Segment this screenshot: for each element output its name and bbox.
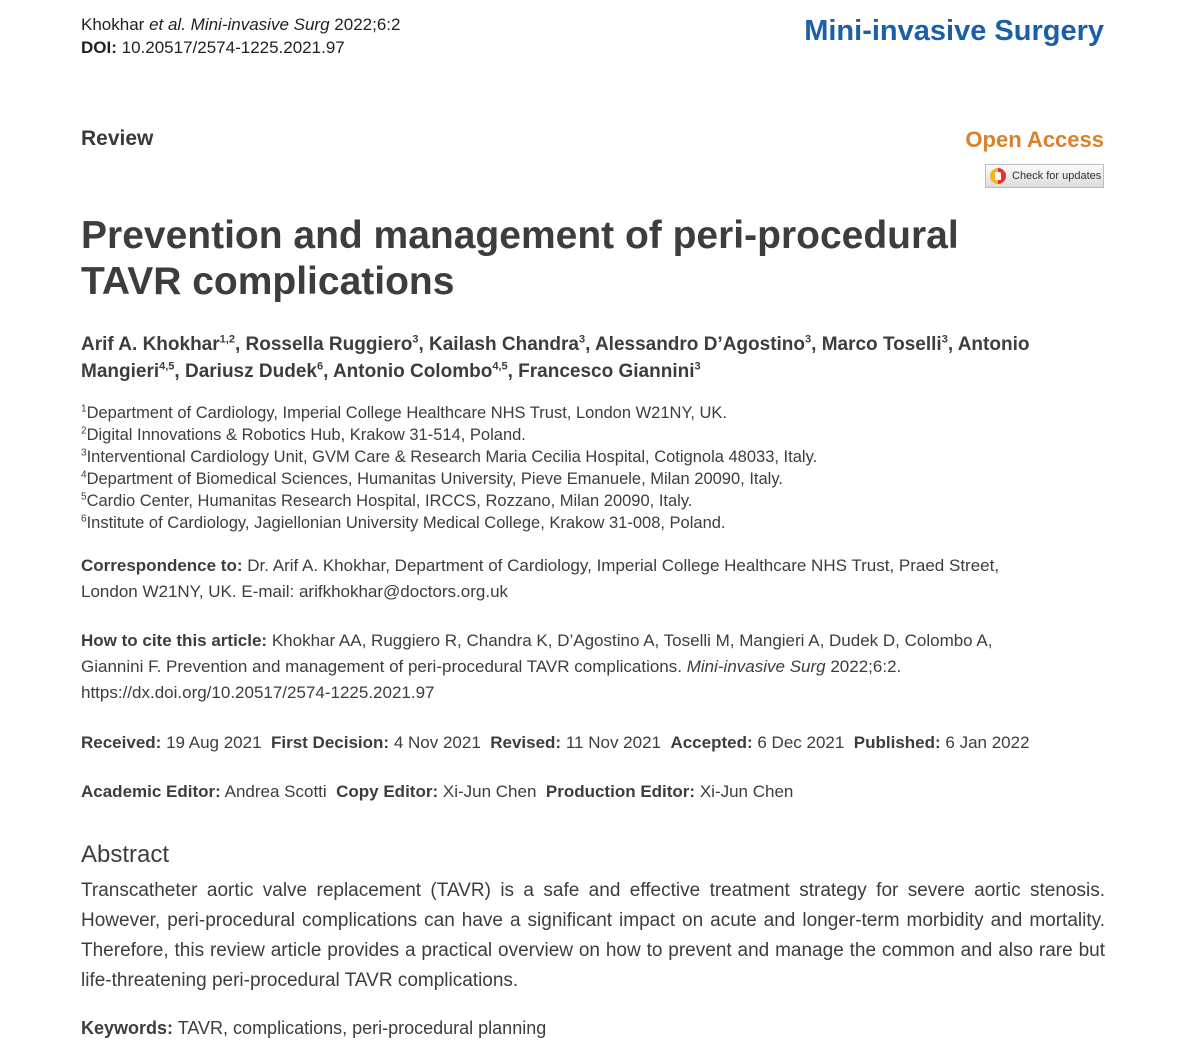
affiliation-text: Institute of Cardiology, Jagiellonian University Medical College, Krakow 31-008, Poland. [86, 514, 726, 532]
title-line: TAVR complications [81, 260, 455, 303]
article-type: Review [81, 127, 154, 150]
cite-volume: 2022;6:2. [830, 657, 902, 676]
editor-label: Academic Editor: [81, 782, 221, 801]
header-journal: Mini-invasive Surg [190, 15, 330, 34]
cite-journal: Mini-invasive Surg [686, 657, 826, 676]
author-name[interactable]: Kailash Chandra [429, 334, 579, 355]
editor-label: Production Editor: [545, 782, 696, 801]
journal-title[interactable]: Mini-invasive Surgery [804, 15, 1104, 47]
crossmark-icon [990, 168, 1006, 184]
author-name[interactable]: Arif A. Khokhar [81, 334, 220, 355]
editor-name: Xi-Jun Chen [699, 782, 794, 801]
check-for-updates-button[interactable] [985, 164, 1104, 188]
correspondence [81, 553, 1111, 605]
keywords-label: Keywords: [81, 1018, 174, 1038]
affiliation-text: Department of Biomedical Sciences, Humanitas University, Pieve Emanuele, Milan 20090, Italy. [86, 470, 783, 488]
affiliation-list [81, 402, 817, 534]
affiliation-text: Digital Innovations & Robotics Hub, Krakow 31-514, Poland. [86, 426, 526, 444]
cite-text: Khokhar AA, Ruggiero R, Chandra K, D’Agostino A, Toselli M, Mangieri A, Dudek D, Colombo A, [271, 631, 993, 650]
affiliation-item [81, 402, 817, 424]
affiliation-text: Interventional Cardiology Unit, GVM Care & Research Maria Cecilia Hospital, Cotignola 48033, Italy. [86, 448, 818, 466]
author-name[interactable]: Marco Toselli [821, 334, 942, 355]
date-value: 6 Dec 2021 [757, 733, 845, 752]
keywords-text: TAVR, complications, peri-procedural planning [177, 1018, 547, 1038]
author-affiliation-sup: 6 [316, 360, 324, 373]
author-affiliation-sup: 3 [941, 333, 948, 346]
correspondence-label: Correspondence to: [81, 556, 243, 575]
editor-list [81, 779, 1111, 805]
affiliation-text: Department of Cardiology, Imperial College Healthcare NHS Trust, London W21NY, UK. [86, 404, 728, 422]
editor-name: Andrea Scotti [224, 782, 327, 801]
author-affiliation-sup: 1,2 [219, 333, 235, 346]
author-name[interactable]: Dariusz Dudek [184, 361, 317, 382]
author-affiliation-sup: 3 [805, 333, 812, 346]
editor-label: Copy Editor: [336, 782, 439, 801]
date-label: Published: [853, 733, 941, 752]
affiliation-item [81, 512, 817, 534]
header-et-al: et al. [149, 15, 186, 34]
check-for-updates-label: Check for updates [1012, 170, 1102, 182]
affiliation-item [81, 446, 817, 468]
title-line: Prevention and management of peri-procedural [81, 214, 959, 257]
editor-name: Xi-Jun Chen [442, 782, 537, 801]
header-citation [81, 14, 400, 35]
author-name[interactable]: Antonio Colombo [332, 361, 493, 382]
abstract-text: Transcatheter aortic valve replacement (TAVR) is a safe and effective treatment strategy for severe aortic stenosis. However, peri-procedural complications can have a significant impact on acute and longer-term morbidity and mortality. Therefore, this review article provides a practical overview on how to prevent and manage the common and also rare but life-threatening peri-procedural TAVR complications. [81, 880, 1105, 991]
author-affiliation-sup: 3 [412, 333, 419, 346]
author-affiliation-sup: 3 [694, 360, 701, 373]
affiliation-sup: 2 [81, 425, 87, 437]
date-label: Revised: [490, 733, 562, 752]
affiliation-text: Cardio Center, Humanitas Research Hospital, IRCCS, Rozzano, Milan 20090, Italy. [86, 492, 693, 510]
author-name[interactable]: Alessandro D’Agostino [594, 334, 806, 355]
how-to-cite [81, 628, 1111, 706]
correspondence-text: Dr. Arif A. Khokhar, Department of Cardiology, Imperial College Healthcare NHS Trust, Praed Street, [247, 556, 1000, 575]
abstract-heading: Abstract [81, 841, 170, 868]
author-name[interactable]: Antonio Mangieri [81, 334, 1030, 382]
correspondence-text: London W21NY, UK. E-mail: arifkhokhar@doctors.org.uk [81, 582, 509, 601]
doi-value[interactable]: 10.20517/2574-1225.2021.97 [121, 38, 345, 57]
cite-url-link[interactable]: https://dx.doi.org/10.20517/2574-1225.2021.97 [81, 683, 435, 702]
affiliation-item [81, 468, 817, 490]
date-value: 19 Aug 2021 [166, 733, 262, 752]
affiliation-sup: 5 [81, 491, 87, 503]
affiliation-item [81, 490, 817, 512]
header-doi [81, 37, 345, 58]
author-affiliation-sup: 4,5 [159, 360, 175, 373]
date-label: Accepted: [670, 733, 753, 752]
date-label: First Decision: [271, 733, 390, 752]
cite-text: Giannini F. Prevention and management of peri-procedural TAVR complications. [81, 657, 682, 676]
doi-label: DOI: [81, 38, 117, 57]
author-affiliation-sup: 3 [578, 333, 586, 346]
affiliation-item [81, 424, 817, 446]
article-dates [81, 730, 1111, 756]
date-value: 6 Jan 2022 [945, 733, 1030, 752]
affiliation-sup: 6 [81, 513, 87, 525]
open-access-label: Open Access [965, 127, 1104, 152]
article-title [81, 213, 1111, 305]
author-name[interactable]: Francesco Giannini [518, 361, 695, 382]
date-label: Received: [81, 733, 162, 752]
author-name[interactable]: Rossella Ruggiero [245, 334, 413, 355]
affiliation-sup: 1 [81, 403, 87, 415]
author-list: Arif A. Khokhar$^{1,2}$, Rossella Ruggiero$^3$, Kailash Chandra$^3$, Alessandro D’Agostino$^3$, Marco Toselli$^3$, Antonio Mangieri$^{4,5}$, Dariusz Dudek$^6$, Antonio Colombo$^{4,5}$, Francesco Giannini$^3$ [81, 333, 1030, 382]
author-affiliation-sup: 4,5 [492, 360, 508, 373]
keywords [81, 1015, 546, 1041]
date-value: 4 Nov 2021 [393, 733, 481, 752]
cite-label: How to cite this article: [81, 631, 268, 650]
date-value: 11 Nov 2021 [565, 733, 661, 752]
header-volume: 2022;6:2 [334, 15, 401, 34]
header-authors: Khokhar [81, 15, 145, 34]
affiliation-sup: 4 [81, 469, 87, 481]
affiliation-sup: 3 [81, 447, 87, 459]
